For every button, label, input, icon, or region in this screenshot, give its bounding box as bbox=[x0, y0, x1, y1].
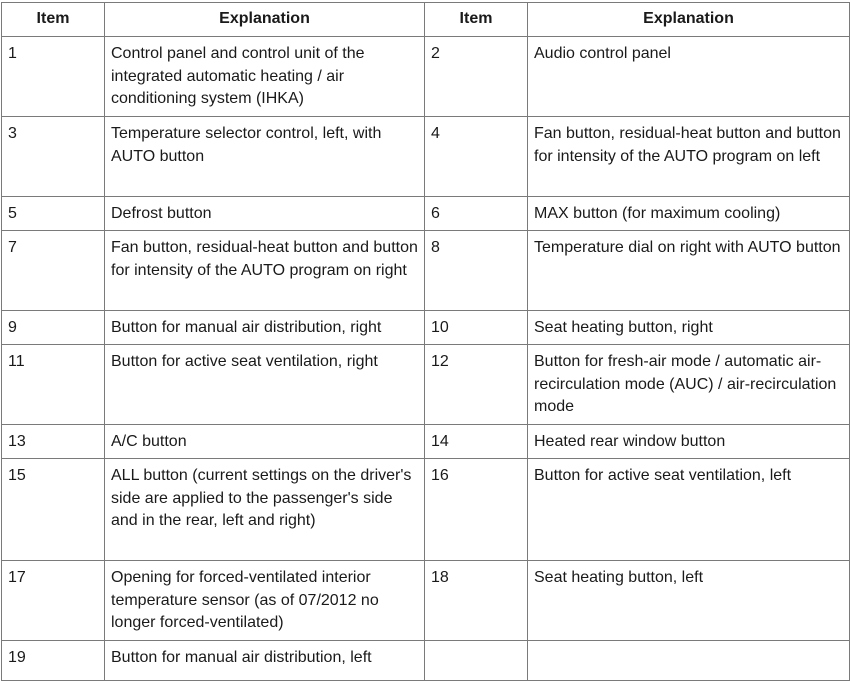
header-item: Item bbox=[2, 3, 105, 37]
item-explanation: Seat heating button, right bbox=[528, 311, 850, 345]
table-row bbox=[2, 641, 850, 681]
item-explanation: Temperature dial on right with AUTO button bbox=[528, 231, 850, 311]
item-number: 1 bbox=[2, 37, 105, 117]
item-explanation: Audio control panel bbox=[528, 37, 850, 117]
header-explanation: Explanation bbox=[105, 3, 425, 37]
item-number bbox=[425, 641, 528, 681]
item-explanation: Button for fresh-air mode / automatic air-recirculation mode (AUC) / air-recirculation mode bbox=[528, 345, 850, 425]
item-number: 2 bbox=[425, 37, 528, 117]
item-explanation: Temperature selector control, left, with AUTO button bbox=[105, 117, 425, 197]
item-number: 15 bbox=[2, 459, 105, 561]
item-number: 12 bbox=[425, 345, 528, 425]
item-number: 13 bbox=[2, 425, 105, 459]
item-explanation: Defrost button bbox=[105, 197, 425, 231]
table-row bbox=[2, 561, 850, 641]
item-explanation: Button for manual air distribution, left bbox=[105, 641, 425, 681]
item-explanation: ALL button (current settings on the driver's side are applied to the passenger's side and in the rear, left and right) bbox=[105, 459, 425, 561]
item-number: 9 bbox=[2, 311, 105, 345]
item-number: 17 bbox=[2, 561, 105, 641]
legend-table bbox=[1, 2, 850, 681]
table-row bbox=[2, 311, 850, 345]
item-explanation: A/C button bbox=[105, 425, 425, 459]
item-number: 7 bbox=[2, 231, 105, 311]
item-explanation: Button for active seat ventilation, right bbox=[105, 345, 425, 425]
header-explanation-2: Explanation bbox=[528, 3, 850, 37]
item-explanation: Seat heating button, left bbox=[528, 561, 850, 641]
table-row bbox=[2, 425, 850, 459]
item-number: 6 bbox=[425, 197, 528, 231]
item-number: 11 bbox=[2, 345, 105, 425]
table-row bbox=[2, 231, 850, 311]
item-number: 19 bbox=[2, 641, 105, 681]
item-explanation: Button for manual air distribution, right bbox=[105, 311, 425, 345]
table-row bbox=[2, 117, 850, 197]
table-row bbox=[2, 37, 850, 117]
item-explanation: Fan button, residual-heat button and button for intensity of the AUTO program on left bbox=[528, 117, 850, 197]
item-explanation: Fan button, residual-heat button and button for intensity of the AUTO program on right bbox=[105, 231, 425, 311]
item-number: 18 bbox=[425, 561, 528, 641]
item-number: 3 bbox=[2, 117, 105, 197]
item-explanation bbox=[528, 641, 850, 681]
item-explanation: MAX button (for maximum cooling) bbox=[528, 197, 850, 231]
item-explanation: Opening for forced-ventilated interior temperature sensor (as of 07/2012 no longer forced-ventilated) bbox=[105, 561, 425, 641]
item-explanation: Heated rear window button bbox=[528, 425, 850, 459]
table-row bbox=[2, 197, 850, 231]
table-row bbox=[2, 345, 850, 425]
item-number: 8 bbox=[425, 231, 528, 311]
item-number: 16 bbox=[425, 459, 528, 561]
table-row bbox=[2, 459, 850, 561]
item-number: 10 bbox=[425, 311, 528, 345]
header-item-2: Item bbox=[425, 3, 528, 37]
item-explanation: Button for active seat ventilation, left bbox=[528, 459, 850, 561]
header-row bbox=[2, 3, 850, 37]
item-number: 4 bbox=[425, 117, 528, 197]
item-number: 14 bbox=[425, 425, 528, 459]
item-number: 5 bbox=[2, 197, 105, 231]
item-explanation: Control panel and control unit of the integrated automatic heating / air conditioning system (IHKA) bbox=[105, 37, 425, 117]
